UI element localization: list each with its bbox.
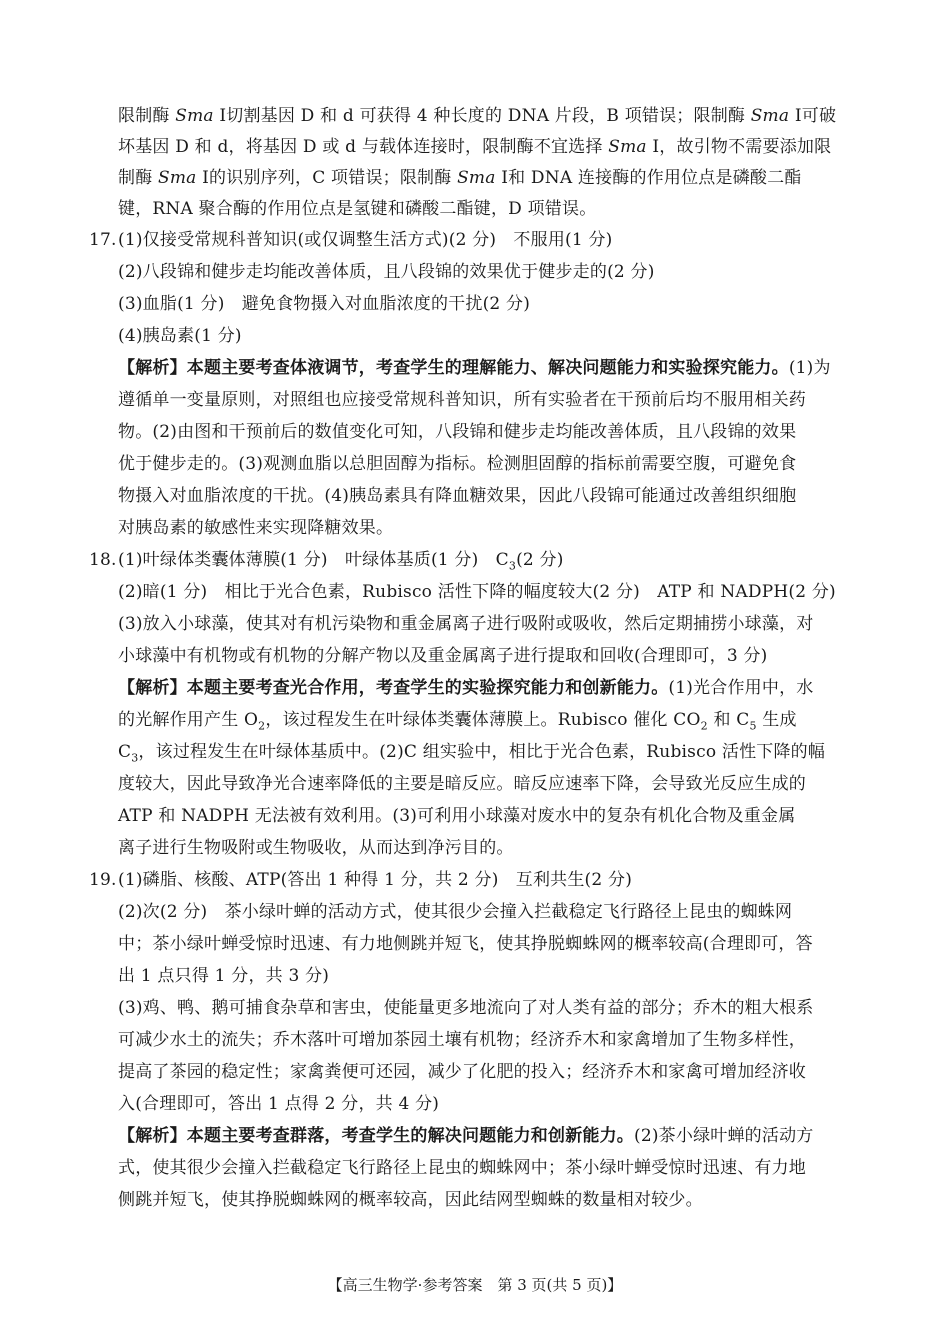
intro-line-3: 制酶 Sma Ⅰ的识别序列，C 项错误；限制酶 Sma Ⅰ和 DNA 连接酶的作用位点是磷酸二酯 <box>118 168 802 188</box>
q17-answer-1: (1)仅接受常规科普知识(或仅调整生活方式)(2 分) 不服用(1 分) <box>118 230 613 250</box>
q18-analysis-line-6: 离子进行生物吸附或生物吸收，从而达到净污目的。 <box>118 838 514 858</box>
q19-analysis-line-2: 式，使其很少会撞入拦截稳定飞行路径上昆虫的蜘蛛网中；茶小绿叶蝉受惊时迅速、有力地 <box>118 1158 806 1178</box>
q18-answer-1: (1)叶绿体类囊体薄膜(1 分) 叶绿体基质(1 分) $C_3(2$ 分) <box>118 550 564 573</box>
q19-answer-3-line-2: 可减少水土的流失；乔木落叶可增加茶园土壤有机物；经济乔木和家禽增加了生物多样性， <box>118 1030 806 1050</box>
q17-analysis-line-5: 物摄入对血脂浓度的干扰。(4)胰岛素具有降血糖效果，因此八段锦可能通过改善组织细胞 <box>118 486 797 506</box>
intro-line-2: 坏基因 D 和 d，将基因 D 或 d 与载体连接时，限制酶不宜选择 Sma Ⅰ，故引物不需要添加限 <box>118 137 832 157</box>
q19-answer-2-line-3: 出 1 点只得 1 分，共 3 分) <box>118 966 330 986</box>
q17-answer-3: (3)血脂(1 分) 避免食物摄入对血脂浓度的干扰(2 分) <box>118 294 531 314</box>
q18-analysis-label: 【解析】本题主要考查光合作用，考查学生的实验探究能力和创新能力。 <box>118 678 669 698</box>
q19-answer-1: (1)磷脂、核酸、ATP(答出 1 种得 1 分，共 2 分) 互利共生(2 分) <box>118 870 633 890</box>
intro-line-1: 限制酶 Sma Ⅰ切割基因 D 和 d 可获得 4 种长度的 DNA 片段，B 项错误；限制酶 Sma Ⅰ可破 <box>118 106 837 126</box>
q19-analysis-line-3: 侧跳并短飞，使其挣脱蜘蛛网的概率较高，因此结网型蜘蛛的数量相对较少。 <box>118 1190 703 1210</box>
q19-answer-3-line-3: 提高了茶园的稳定性；家禽粪便可还园，减少了化肥的投入；经济乔木和家禽可增加经济收 <box>118 1062 806 1082</box>
q18-analysis-line-2: 的光解作用产生 $O_2$，该过程发生在叶绿体类囊体薄膜上。Rubisco 催化 $CO_2$ 和 $C_5$ 生成 <box>118 710 797 733</box>
q19-answer-2-line-2: 中；茶小绿叶蝉受惊时迅速、有力地侧跳并短飞，使其挣脱蜘蛛网的概率较高(合理即可，答 <box>118 934 813 954</box>
q19-number: 19. <box>89 870 117 890</box>
q17-number: 17. <box>89 230 117 250</box>
q17-analysis-line-6: 对胰岛素的敏感性来实现降糖效果。 <box>118 518 394 538</box>
q18-analysis-line-3: $C_3$，该过程发生在叶绿体基质中。(2)C 组实验中，相比于光合色素，Rubisco 活性下降的幅 <box>118 742 826 765</box>
q18-answer-2: (2)暗(1 分) 相比于光合色素，Rubisco 活性下降的幅度较大(2 分) ATP 和 NADPH(2 分) <box>118 582 836 602</box>
q18-analysis-line-1: 【解析】本题主要考查光合作用，考查学生的实验探究能力和创新能力。(1)光合作用中，水 <box>118 678 814 698</box>
q18-analysis-line-4: 度较大，因此导致净光合速率降低的主要是暗反应。暗反应速率下降，会导致光反应生成的 <box>118 774 806 794</box>
q18-answer-3-line-1: (3)放入小球藻，使其对有机污染物和重金属离子进行吸附或吸收，然后定期捕捞小球藻，对 <box>118 614 814 634</box>
q18-answer-3-line-2: 小球藻中有机物或有机物的分解产物以及重金属离子进行提取和回收(合理即可，3 分) <box>118 646 768 666</box>
intro-line-4: 键，RNA 聚合酶的作用位点是氢键和磷酸二酯键，D 项错误。 <box>118 199 597 219</box>
q19-analysis-label: 【解析】本题主要考查群落，考查学生的解决问题能力和创新能力。 <box>118 1126 634 1146</box>
q17-analysis-line-4: 优于健步走的。(3)观测血脂以总胆固醇为指标。检测胆固醇的指标前需要空腹，可避免食 <box>118 454 797 474</box>
q17-answer-2: (2)八段锦和健步走均能改善体质，且八段锦的效果优于健步走的(2 分) <box>118 262 655 282</box>
q18-number: 18. <box>89 550 117 570</box>
q17-analysis-line-1: 【解析】本题主要考查体液调节，考查学生的理解能力、解决问题能力和实验探究能力。(1)为 <box>118 358 831 378</box>
q19-analysis-line-1: 【解析】本题主要考查群落，考查学生的解决问题能力和创新能力。(2)茶小绿叶蝉的活动方 <box>118 1126 814 1146</box>
q17-answer-4: (4)胰岛素(1 分) <box>118 326 242 346</box>
q19-answer-2-line-1: (2)次(2 分) 茶小绿叶蝉的活动方式，使其很少会撞入拦截稳定飞行路径上昆虫的蜘蛛网 <box>118 902 793 922</box>
q18-analysis-line-5: ATP 和 NADPH 无法被有效利用。(3)可利用小球藻对废水中的复杂有机化合物及重金属 <box>118 806 796 826</box>
q17-analysis-line-2: 遵循单一变量原则，对照组也应接受常规科普知识，所有实验者在干预前后均不服用相关药 <box>118 390 806 410</box>
q17-analysis-line-3: 物。(2)由图和干预前后的数值变化可知，八段锦和健步走均能改善体质，且八段锦的效果 <box>118 422 797 442</box>
q19-answer-3-line-1: (3)鸡、鸭、鹅可捕食杂草和害虫，使能量更多地流向了对人类有益的部分；乔木的粗大根系 <box>118 998 814 1018</box>
page-footer: 【高三生物学·参考答案 第 3 页(共 5 页)】 <box>327 1276 623 1294</box>
q19-answer-3-line-4: 入(合理即可，答出 1 点得 2 分，共 4 分) <box>118 1094 440 1114</box>
q17-analysis-label: 【解析】本题主要考查体液调节，考查学生的理解能力、解决问题能力和实验探究能力。 <box>118 358 789 378</box>
